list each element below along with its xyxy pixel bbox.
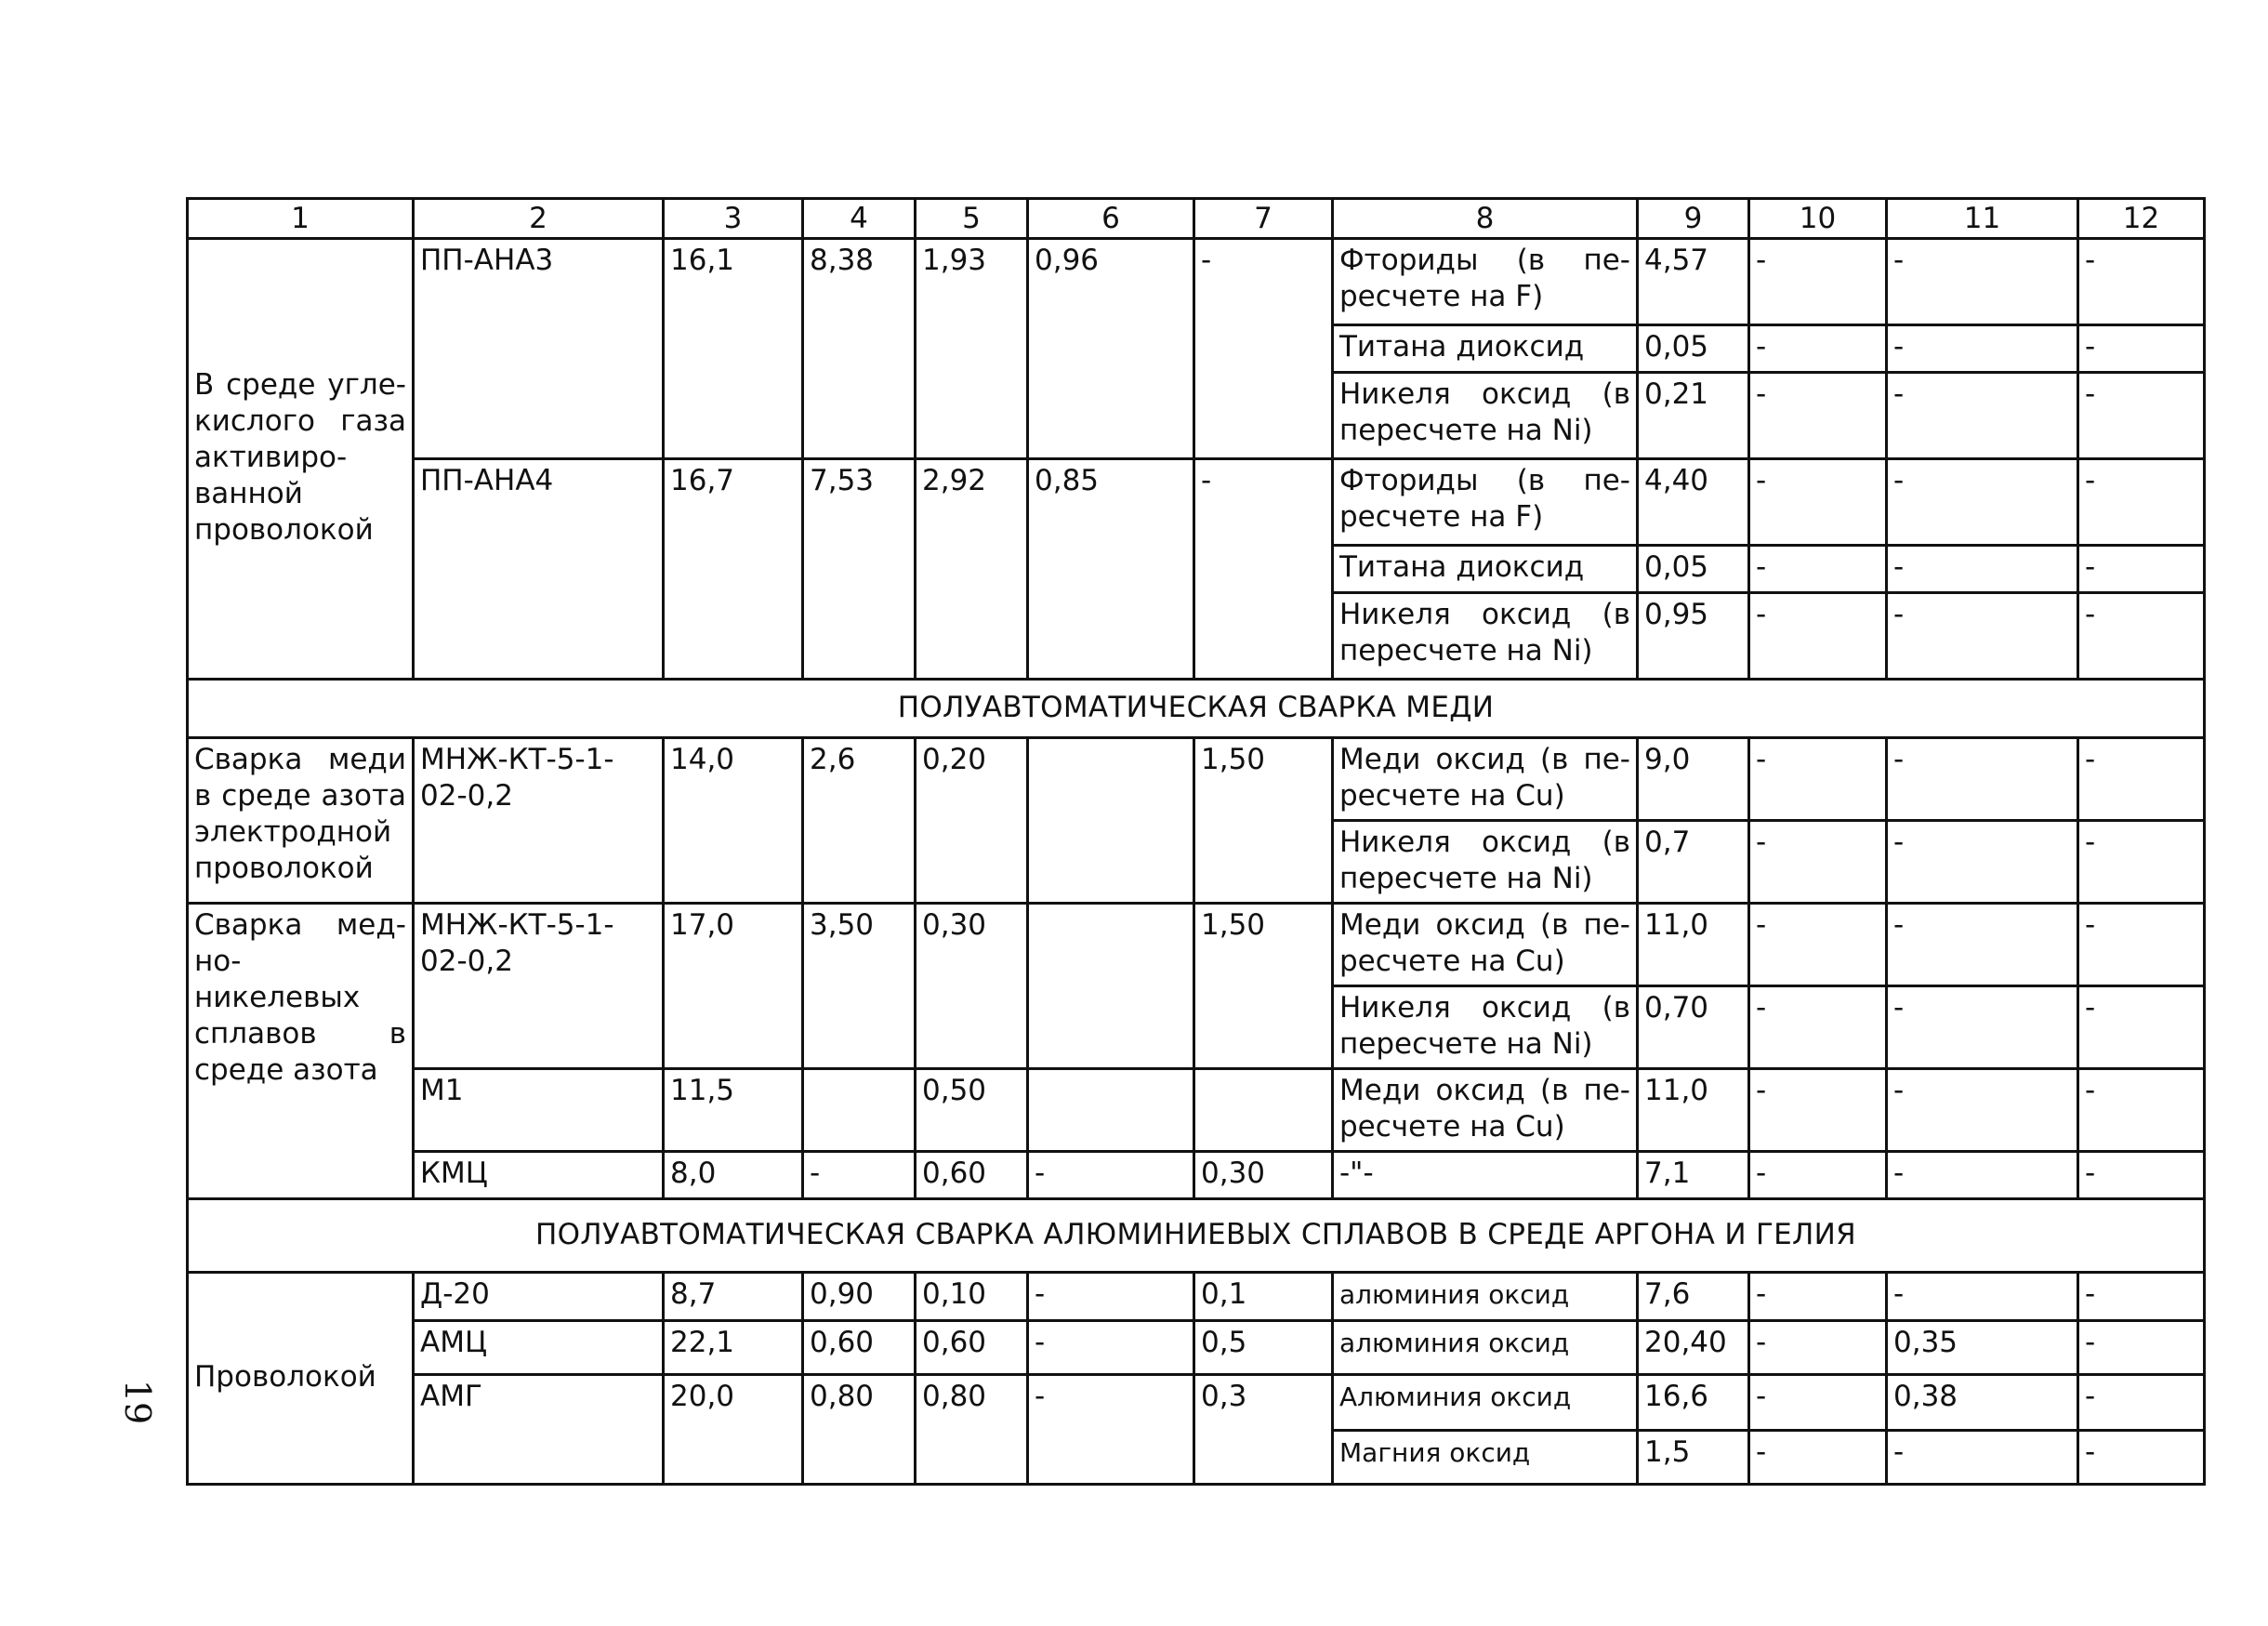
value-cell: 0,1 xyxy=(1194,1273,1333,1321)
value-cell: 7,53 xyxy=(803,459,916,680)
value-cell: 2,6 xyxy=(803,738,916,904)
column-header: 8 xyxy=(1333,199,1638,239)
value-cell: - xyxy=(1749,738,1887,821)
substance-cell: Меди оксид (в пе-ресчете на Cu) xyxy=(1333,1069,1638,1152)
table-row xyxy=(188,459,2205,546)
section-row xyxy=(188,680,2205,738)
table-row xyxy=(188,738,2205,821)
value-cell: - xyxy=(2078,986,2205,1069)
material-cell: МНЖ-КТ-5-1-02-0,2 xyxy=(414,738,664,904)
value-cell: - xyxy=(2078,821,2205,904)
value-cell: 1,93 xyxy=(916,239,1028,459)
value-cell: - xyxy=(1887,459,2078,546)
value-cell: - xyxy=(1194,459,1333,680)
value-cell: 14,0 xyxy=(664,738,803,904)
material-cell: КМЦ xyxy=(414,1152,664,1199)
value-cell: 0,20 xyxy=(916,738,1028,904)
page-number: 19 xyxy=(117,1379,158,1425)
value-cell: - xyxy=(1749,1273,1887,1321)
emissions-table xyxy=(186,197,2206,1486)
value-cell: 4,40 xyxy=(1638,459,1749,546)
value-cell: - xyxy=(1028,1375,1194,1485)
value-cell: - xyxy=(2078,1152,2205,1199)
value-cell xyxy=(1028,738,1194,904)
value-cell: - xyxy=(1749,821,1887,904)
value-cell: - xyxy=(1749,325,1887,373)
value-cell: - xyxy=(1749,1069,1887,1152)
table-row xyxy=(188,239,2205,325)
value-cell: 0,30 xyxy=(916,904,1028,1069)
value-cell: 0,5 xyxy=(1194,1321,1333,1375)
value-cell: - xyxy=(2078,1375,2205,1431)
column-header: 5 xyxy=(916,199,1028,239)
value-cell xyxy=(1028,904,1194,1069)
value-cell: 0,70 xyxy=(1638,986,1749,1069)
column-header: 10 xyxy=(1749,199,1887,239)
value-cell: 7,6 xyxy=(1638,1273,1749,1321)
process-cell: В среде угле-кислого газа активиро-ванной проволокой xyxy=(188,239,414,680)
value-cell: - xyxy=(1887,593,2078,680)
value-cell: - xyxy=(1749,373,1887,459)
value-cell xyxy=(1194,1069,1333,1152)
value-cell: - xyxy=(1887,1152,2078,1199)
value-cell: - xyxy=(1028,1321,1194,1375)
value-cell: 0,60 xyxy=(803,1321,916,1375)
value-cell: 0,80 xyxy=(803,1375,916,1485)
value-cell: 8,38 xyxy=(803,239,916,459)
value-cell: 0,38 xyxy=(1887,1375,2078,1431)
value-cell: - xyxy=(1887,1431,2078,1485)
value-cell: 22,1 xyxy=(664,1321,803,1375)
value-cell: - xyxy=(1749,1321,1887,1375)
substance-cell: Никеля оксид (в пересчете на Ni) xyxy=(1333,986,1638,1069)
value-cell: 0,35 xyxy=(1887,1321,2078,1375)
value-cell: - xyxy=(1749,1431,1887,1485)
value-cell: - xyxy=(1887,986,2078,1069)
section-row xyxy=(188,1199,2205,1273)
value-cell: 11,0 xyxy=(1638,904,1749,986)
table-row xyxy=(188,904,2205,986)
value-cell: - xyxy=(1887,738,2078,821)
value-cell: 16,6 xyxy=(1638,1375,1749,1431)
value-cell: - xyxy=(2078,459,2205,546)
column-header: 2 xyxy=(414,199,664,239)
value-cell: - xyxy=(2078,546,2205,593)
value-cell: - xyxy=(1887,904,2078,986)
value-cell: 0,80 xyxy=(916,1375,1028,1485)
column-header: 1 xyxy=(188,199,414,239)
material-cell: ПП-АНА4 xyxy=(414,459,664,680)
value-cell: 1,50 xyxy=(1194,738,1333,904)
value-cell: 9,0 xyxy=(1638,738,1749,821)
substance-cell: Фториды (в пе-ресчете на F) xyxy=(1333,239,1638,325)
substance-cell: Меди оксид (в пе-ресчете на Cu) xyxy=(1333,904,1638,986)
value-cell: - xyxy=(1887,325,2078,373)
value-cell: - xyxy=(1749,1152,1887,1199)
value-cell: 0,05 xyxy=(1638,325,1749,373)
table-row xyxy=(188,1321,2205,1375)
value-cell: - xyxy=(1749,593,1887,680)
substance-cell: Алюминия оксид xyxy=(1333,1375,1638,1431)
value-cell: 0,60 xyxy=(916,1152,1028,1199)
value-cell: 11,5 xyxy=(664,1069,803,1152)
value-cell: 0,3 xyxy=(1194,1375,1333,1485)
value-cell: - xyxy=(1749,1375,1887,1431)
value-cell: 0,30 xyxy=(1194,1152,1333,1199)
value-cell: 1,5 xyxy=(1638,1431,1749,1485)
value-cell: 0,05 xyxy=(1638,546,1749,593)
column-header: 3 xyxy=(664,199,803,239)
value-cell xyxy=(803,1069,916,1152)
value-cell: - xyxy=(1887,546,2078,593)
value-cell: 0,85 xyxy=(1028,459,1194,680)
value-cell: - xyxy=(1887,1273,2078,1321)
column-number-row xyxy=(188,199,2205,239)
value-cell: 7,1 xyxy=(1638,1152,1749,1199)
value-cell: 8,7 xyxy=(664,1273,803,1321)
substance-cell: -"- xyxy=(1333,1152,1638,1199)
value-cell: 11,0 xyxy=(1638,1069,1749,1152)
substance-cell: алюминия оксид xyxy=(1333,1273,1638,1321)
material-cell: МНЖ-КТ-5-1-02-0,2 xyxy=(414,904,664,1069)
value-cell: 16,1 xyxy=(664,239,803,459)
value-cell: - xyxy=(2078,239,2205,325)
value-cell: 0,90 xyxy=(803,1273,916,1321)
value-cell: - xyxy=(1749,904,1887,986)
substance-cell: Титана диоксид xyxy=(1333,546,1638,593)
value-cell: - xyxy=(1887,239,2078,325)
value-cell: - xyxy=(2078,904,2205,986)
value-cell: 0,95 xyxy=(1638,593,1749,680)
value-cell: 1,50 xyxy=(1194,904,1333,1069)
value-cell: 8,0 xyxy=(664,1152,803,1199)
substance-cell: Никеля оксид (в пересчете на Ni) xyxy=(1333,373,1638,459)
substance-cell: Никеля оксид (в пересчете на Ni) xyxy=(1333,593,1638,680)
value-cell: - xyxy=(1887,373,2078,459)
substance-cell: Меди оксид (в пе-ресчете на Cu) xyxy=(1333,738,1638,821)
substance-cell: Никеля оксид (в пересчете на Ni) xyxy=(1333,821,1638,904)
material-cell: ПП-АНА3 xyxy=(414,239,664,459)
value-cell: 2,92 xyxy=(916,459,1028,680)
substance-cell: Титана диоксид xyxy=(1333,325,1638,373)
value-cell: 0,21 xyxy=(1638,373,1749,459)
column-header: 7 xyxy=(1194,199,1333,239)
value-cell: 3,50 xyxy=(803,904,916,1069)
value-cell: - xyxy=(2078,738,2205,821)
material-cell: АМЦ xyxy=(414,1321,664,1375)
value-cell: 0,60 xyxy=(916,1321,1028,1375)
value-cell xyxy=(1028,1069,1194,1152)
value-cell: - xyxy=(2078,593,2205,680)
value-cell: - xyxy=(1028,1152,1194,1199)
value-cell: 0,7 xyxy=(1638,821,1749,904)
column-header: 12 xyxy=(2078,199,2205,239)
value-cell: 0,96 xyxy=(1028,239,1194,459)
table-row xyxy=(188,1069,2205,1152)
value-cell: - xyxy=(1028,1273,1194,1321)
value-cell: - xyxy=(2078,1273,2205,1321)
value-cell: 0,50 xyxy=(916,1069,1028,1152)
substance-cell: Фториды (в пе-ресчете на F) xyxy=(1333,459,1638,546)
value-cell: - xyxy=(1749,546,1887,593)
value-cell: - xyxy=(2078,1431,2205,1485)
value-cell: - xyxy=(1887,1069,2078,1152)
column-header: 11 xyxy=(1887,199,2078,239)
value-cell: 16,7 xyxy=(664,459,803,680)
value-cell: - xyxy=(2078,373,2205,459)
value-cell: 4,57 xyxy=(1638,239,1749,325)
column-header: 4 xyxy=(803,199,916,239)
substance-cell: Магния оксид xyxy=(1333,1431,1638,1485)
process-cell: Сварка мед-но-никелевых сплавов в среде азота xyxy=(188,904,414,1199)
table-row xyxy=(188,1152,2205,1199)
value-cell: - xyxy=(1749,986,1887,1069)
value-cell: - xyxy=(1887,821,2078,904)
column-header: 6 xyxy=(1028,199,1194,239)
value-cell: - xyxy=(1194,239,1333,459)
process-cell: Сварка меди в среде азота электродной проволокой xyxy=(188,738,414,904)
section-title: ПОЛУАВТОМАТИЧЕСКАЯ СВАРКА АЛЮМИНИЕВЫХ СПЛАВОВ В СРЕДЕ АРГОНА И ГЕЛИЯ xyxy=(188,1199,2205,1273)
value-cell: - xyxy=(1749,459,1887,546)
material-cell: Д-20 xyxy=(414,1273,664,1321)
process-cell: Проволокой xyxy=(188,1273,414,1485)
value-cell: - xyxy=(1749,239,1887,325)
value-cell: - xyxy=(2078,1069,2205,1152)
table-row xyxy=(188,1273,2205,1321)
table-row xyxy=(188,1375,2205,1431)
value-cell: 17,0 xyxy=(664,904,803,1069)
column-header: 9 xyxy=(1638,199,1749,239)
value-cell: 0,10 xyxy=(916,1273,1028,1321)
value-cell: - xyxy=(2078,1321,2205,1375)
value-cell: 20,0 xyxy=(664,1375,803,1485)
value-cell: - xyxy=(2078,325,2205,373)
value-cell: 20,40 xyxy=(1638,1321,1749,1375)
value-cell: - xyxy=(803,1152,916,1199)
material-cell: М1 xyxy=(414,1069,664,1152)
substance-cell: алюминия оксид xyxy=(1333,1321,1638,1375)
material-cell: АМГ xyxy=(414,1375,664,1485)
section-title: ПОЛУАВТОМАТИЧЕСКАЯ СВАРКА МЕДИ xyxy=(188,680,2205,738)
